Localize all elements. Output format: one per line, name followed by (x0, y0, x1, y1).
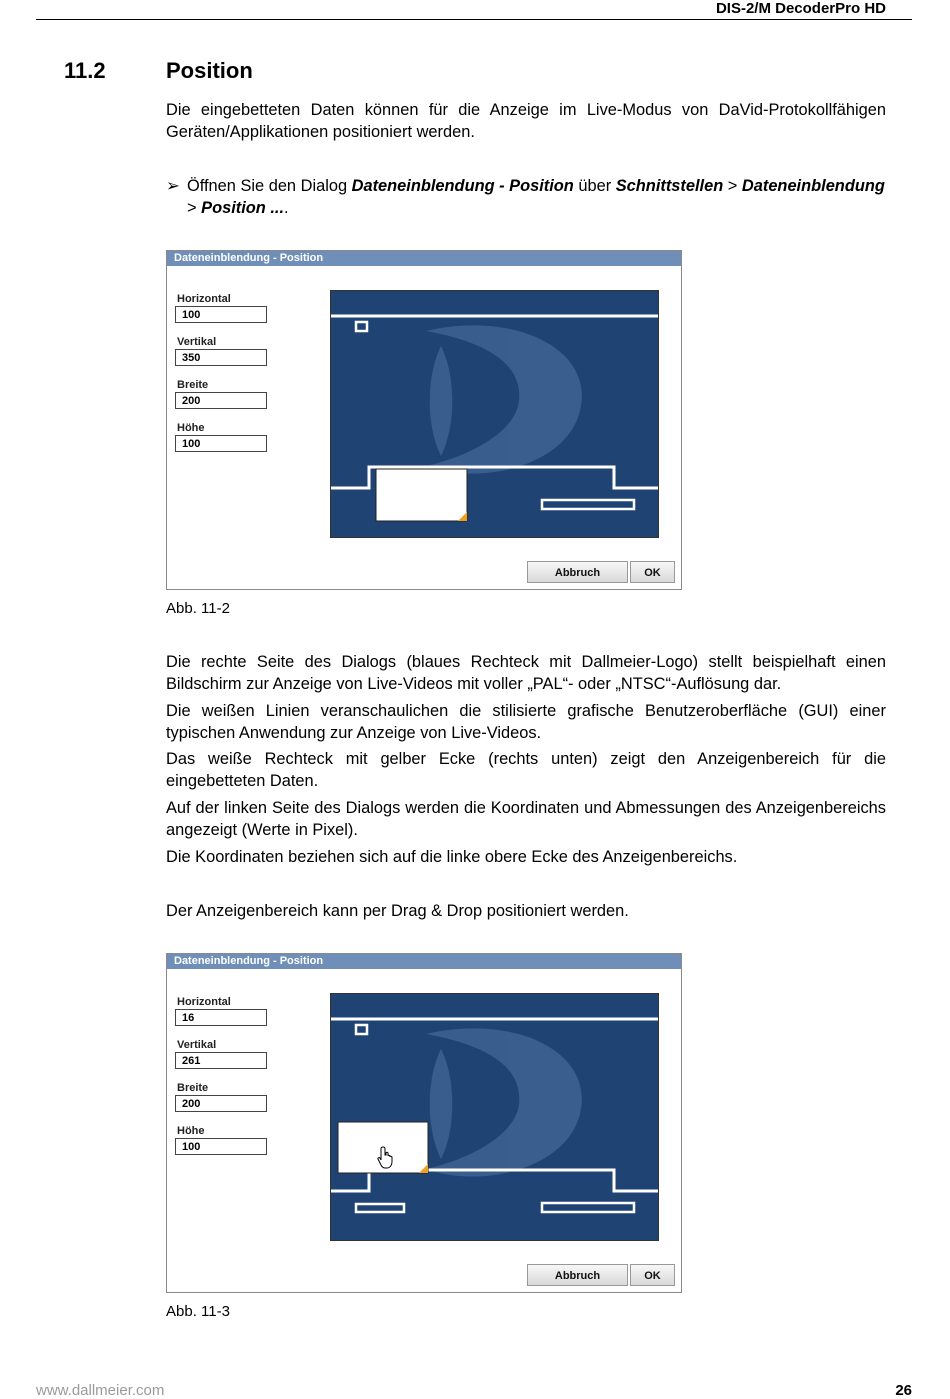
instruction-bullet (166, 175, 886, 219)
dallmeier-logo-icon (426, 325, 582, 473)
height-label: Höhe (177, 422, 205, 434)
instruction-prefix: Öffnen Sie den Dialog (187, 177, 352, 195)
width-label: Breite (177, 1082, 209, 1094)
instruction-menu-3: Position ... (201, 199, 285, 217)
ok-button[interactable]: OK (630, 1264, 675, 1286)
width-label: Breite (177, 379, 209, 391)
preview-graphic (331, 291, 658, 537)
overlay-area[interactable] (338, 1122, 428, 1173)
horizontal-input[interactable]: 100 (175, 306, 267, 323)
preview-screen[interactable] (330, 993, 659, 1241)
instruction-suffix: . (284, 199, 289, 217)
paragraph-2: Die weißen Linien veranschaulichen die stilisierte grafische Benutzeroberfläche (GUI) einer typischen Anwendung zur Anzeige von Live-Videos. (166, 702, 886, 742)
horizontal-label: Horizontal (177, 293, 231, 305)
overlay-area[interactable] (376, 469, 467, 521)
vertical-input[interactable]: 350 (175, 349, 267, 366)
dallmeier-logo-icon (426, 1028, 582, 1176)
section-number: 11.2 (64, 58, 106, 83)
horizontal-input[interactable]: 16 (175, 1009, 267, 1026)
width-input[interactable]: 200 (175, 392, 267, 409)
section-title: Position (166, 58, 253, 83)
instruction-sep-1: > (723, 177, 742, 195)
height-input[interactable]: 100 (175, 435, 267, 452)
arrow-bullet-icon: ➢ (166, 177, 180, 195)
intro-paragraph: Die eingebetteten Daten können für die Anzeige im Live-Modus von DaVid-Protokollfähigen Geräten/Applikationen positioniert werden. (166, 101, 886, 141)
footer-url[interactable]: www.dallmeier.com (36, 1382, 165, 1399)
position-dialog-2 (166, 953, 682, 1293)
page-number: 26 (895, 1382, 912, 1399)
vertical-input[interactable]: 261 (175, 1052, 267, 1069)
width-input[interactable]: 200 (175, 1095, 267, 1112)
instruction-dialog-name: Dateneinblendung - Position (351, 177, 574, 195)
preview-graphic (331, 994, 658, 1240)
paragraph-5: Die Koordinaten beziehen sich auf die linke obere Ecke des Anzeigenbereichs. (166, 848, 738, 866)
height-input[interactable]: 100 (175, 1138, 267, 1155)
cancel-button[interactable]: Abbruch (527, 1264, 628, 1286)
position-dialog-1 (166, 250, 682, 590)
figure-caption-1: Abb. 11-2 (166, 600, 230, 617)
vertical-label: Vertikal (177, 1039, 217, 1051)
instruction-sep-2: > (187, 199, 202, 217)
vertical-label: Vertikal (177, 336, 217, 348)
paragraph-4: Auf der linken Seite des Dialogs werden die Koordinaten und Abmessungen des Anzeigenbereichs angezeigt (Werte in Pixel). (166, 799, 886, 839)
cancel-button[interactable]: Abbruch (527, 561, 628, 583)
header-rule (36, 19, 912, 20)
dialog-title-bar: Dateneinblendung - Position (167, 251, 681, 266)
drag-drop-text: Der Anzeigenbereich kann per Drag & Drop positioniert werden. (166, 902, 629, 920)
horizontal-label: Horizontal (177, 996, 231, 1008)
ok-button[interactable]: OK (630, 561, 675, 583)
dialog-title-bar: Dateneinblendung - Position (167, 954, 681, 969)
instruction-middle: über (573, 177, 616, 195)
instruction-menu-1: Schnittstellen (615, 177, 724, 195)
paragraph-3: Das weiße Rechteck mit gelber Ecke (rechts unten) zeigt den Anzeigenbereich für die eingebetteten Daten. (166, 750, 886, 790)
instruction-menu-2: Dateneinblendung (741, 177, 885, 195)
preview-screen[interactable] (330, 290, 659, 538)
header-title: DIS-2/M DecoderPro HD (715, 0, 886, 17)
height-label: Höhe (177, 1125, 205, 1137)
paragraph-1: Die rechte Seite des Dialogs (blaues Rechteck mit Dallmeier-Logo) stellt beispielhaft einen Bildschirm zur Anzeige von Live-Videos mit voller „PAL“- oder „NTSC“-Auflösung dar. (166, 653, 886, 693)
figure-caption-2: Abb. 11-3 (166, 1303, 230, 1320)
